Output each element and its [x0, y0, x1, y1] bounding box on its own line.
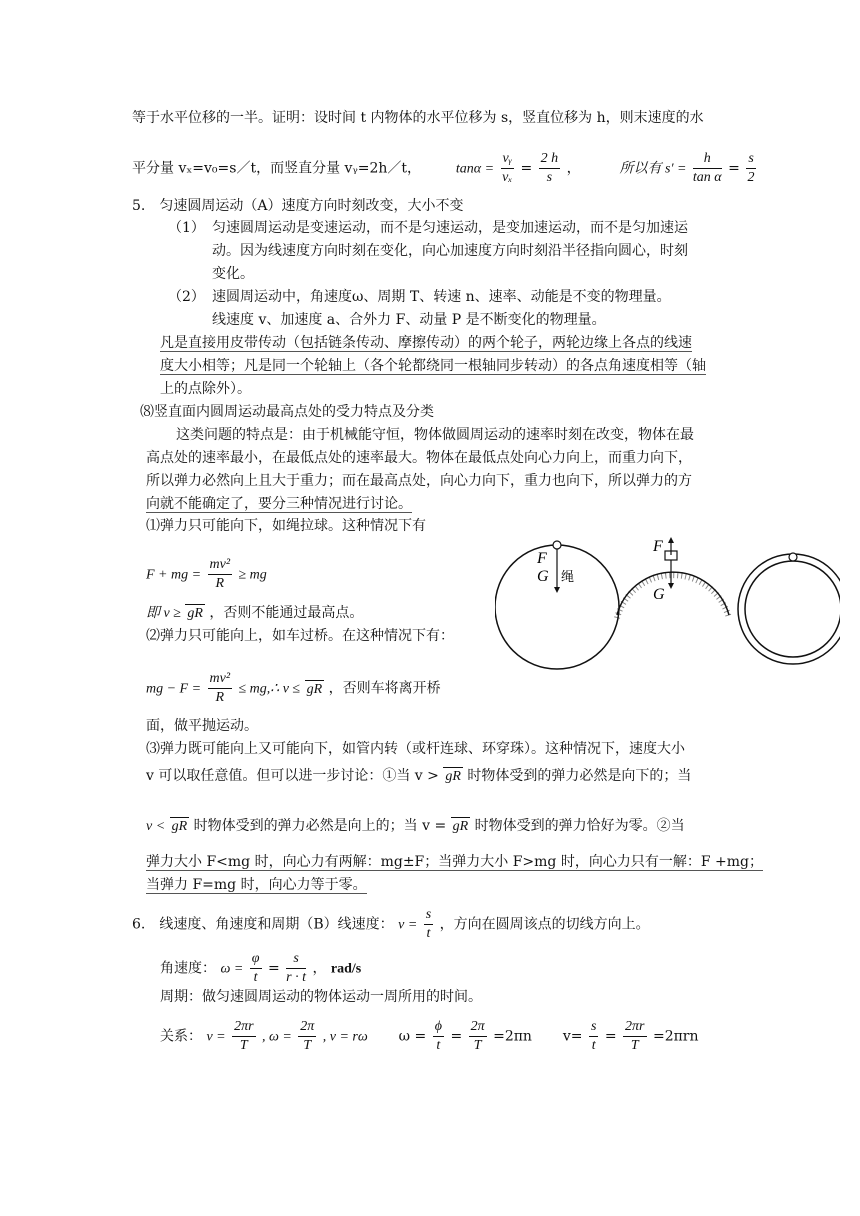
section-5-heading: 5. 匀速圆周运动（A）速度方向时刻改变，大小不变	[132, 198, 464, 214]
tube-outer	[738, 554, 840, 664]
case-2-line-2: 面，做平抛运动。	[146, 718, 258, 734]
case-2-equation: mg − F = $\frac{\text{mv²}}{R}$ ≤ mg,∴ v ≤ gR ，否则车将离开桥	[146, 671, 441, 705]
comma: ，	[566, 160, 581, 177]
case-1-heading: ⑴弹力只可能向下，如绳拉球。这种情况下有	[146, 518, 426, 534]
intro-line-2-prefix: 平分量 vₓ=v₀=s／t，而竖直分量 vᵧ=2h／t，	[132, 160, 421, 177]
point-1-line-3: 变化。	[212, 266, 254, 282]
label-G1: G	[537, 568, 549, 585]
section-b-line-4: 向就不能确定了，要分三种情况进行讨论。	[146, 496, 412, 512]
point-1-line-2: 动。因为线速度方向时刻在变化，向心加速度方向时刻沿半径指向圆心，时刻	[212, 243, 688, 259]
intro-line-1: 等于水平位移的一半。证明：设时间 t 内物体的水平位移为 s，竖直位移为 h，则末速度的水	[132, 110, 704, 126]
section-b-line-3: 所以弹力必然向上且大于重力；而在最高点处，向心力向下，重力也向下，所以弹力的方	[146, 473, 692, 489]
two-h-over-s-fraction: $\frac{2 h}{s}$	[540, 151, 559, 185]
point-2-label: （2）	[168, 289, 205, 305]
intro-line-2: 平分量 vₓ=v₀=s／t，而竖直分量 vᵧ=2h／t， tanα = $\frac{\text{vᵧ}}{\text{vₓ}}$ = $\frac{2 h}{s}$ ， 所以有 s′ = $\frac{h}{\text{tan α}}$ = $\frac{s}{2}$	[132, 151, 755, 185]
case-3-line-3: v < gR 时物体受到的弹力必然是向上的；当 v = gR 时物体受到的弹力恰好为零。②当	[146, 818, 685, 834]
label-F2: F	[653, 538, 663, 555]
section-b-line-1: 这类问题的特点是：由于机械能守恒，物体做圆周运动的速率时刻在改变，物体在最	[176, 427, 694, 443]
case-2-heading: ⑵弹力只可能向上，如车过桥。在这种情况下有：	[146, 628, 454, 644]
belt-line-2: 度大小相等；凡是同一个轮轴上（各个轮都绕同一根轴同步转动）的各点角速度相等（轴	[160, 358, 706, 374]
angular-velocity-line: 角速度： ω = $\frac{\varphi}{t}$ = $\frac{s}{r \cdot t}$ ， rad/s	[160, 951, 362, 985]
belt-line-3: 上的点除外）。	[160, 381, 251, 397]
belt-line-1: 凡是直接用皮带传动（包括链条传动、摩擦传动）的两个轮子，两轮边缘上各点的线速	[160, 335, 692, 351]
relation-line: 关系： v = $\frac{2\pi r}{T}$ , ω = $\frac{2\pi}{T}$ , v = rω ω = $\frac{\phi}{t}$ = $\frac{2\pi}{T}$ =2πn v= $\frac{s}{t}$ = $\frac{2\pi r}{T}$ =2πrn	[160, 1019, 699, 1053]
point-2-line-2: 线速度 v、加速度 a、合外力 F、动量 P 是不断变化的物理量。	[212, 312, 606, 328]
tan-alpha-label: tanα =	[455, 161, 495, 177]
tube-inner	[745, 561, 840, 657]
period-line: 周期：做匀速圆周运动的物体运动一周所用的时间。	[160, 989, 482, 1005]
case-3-line-4: 弹力大小 F<mg 时，向心力有两解：mg±F；当弹力大小 F>mg 时，向心力只有一解：F +mg；	[146, 854, 763, 870]
case-1-equation: F + mg = $\frac{\text{mv²}}{R}$ ≥ mg	[146, 557, 267, 591]
case-1-note: 即 v ≥ gR ，否则不能通过最高点。	[146, 605, 364, 621]
tube-ball	[789, 553, 797, 561]
label-rope: 绳	[561, 570, 575, 585]
section-6-heading: 6. 线速度、角速度和周期（B）线速度： v = $\frac{s}{t}$ ，方向在圆周该点的切线方向上。	[132, 907, 650, 941]
point-1-label: （1）	[168, 220, 205, 236]
force-diagrams	[495, 535, 840, 680]
equals-sign: =	[520, 160, 533, 177]
s-over-2-fraction: $\frac{s}{2}$	[747, 151, 755, 185]
label-G2: G	[653, 586, 665, 603]
ball-top	[553, 541, 561, 549]
case-3-line-5: 当弹力 F=mg 时，向心力等于零。	[146, 877, 367, 893]
h-over-tan-fraction: $\frac{h}{\text{tan α}}$	[692, 151, 722, 185]
label-F1: F	[537, 550, 547, 567]
point-1-line-1: 匀速圆周运动是变速运动，而不是匀速运动，是变加速运动，而不是匀加速运	[212, 220, 688, 236]
s-prime-label: 所以有 s′ =	[619, 161, 687, 177]
vy-over-vx-fraction: $\frac{\text{vᵧ}}{\text{vₓ}}$	[502, 151, 513, 185]
case-3-line-1: ⑶弹力既可能向上又可能向下，如管内转（或杆连球、环穿珠）。这种情况下，速度大小	[146, 741, 685, 757]
case-3-line-2: v 可以取任意值。但可以进一步讨论：①当 v > gR 时物体受到的弹力必然是向下的；当	[146, 768, 692, 784]
section-b-heading: ⑻竖直面内圆周运动最高点处的受力特点及分类	[140, 404, 434, 420]
section-b-line-2: 高点处的速率最小，在最低点处的速率最大。物体在最低点处向心力向上，而重力向下，	[146, 450, 692, 466]
point-2-line-1: 速圆周运动中，角速度ω、周期 T、转速 n、速率、动能是不变的物理量。	[212, 289, 671, 305]
